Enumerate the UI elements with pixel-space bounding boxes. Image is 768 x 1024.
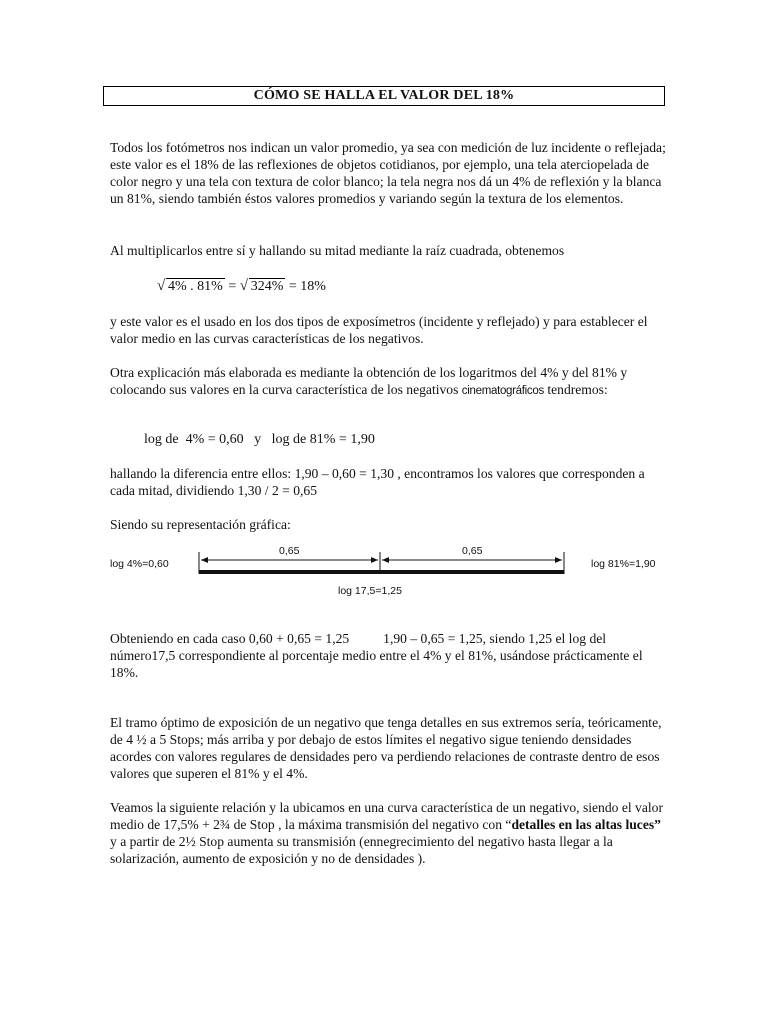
paragraph-exposimeter <box>110 313 670 347</box>
paragraph-relation <box>110 799 670 867</box>
page-title: CÓMO SE HALLA EL VALOR DEL 18% <box>103 86 665 106</box>
radicand-1: 4% . 81% <box>168 279 223 294</box>
sqrt-term-1: √ 4% . 81% <box>157 278 223 294</box>
logarithms-text-end: tendremos: <box>543 382 608 397</box>
paragraph-graphic: Siendo su representación gráfica: <box>110 517 291 532</box>
relation-text-a: Veamos la siguiente relación y la ubicamos en una curva característica de un negativo, siendo el valor medio de 17,5% + 2¾ de Stop , la máxima transmisión del negativo con “ <box>110 800 663 832</box>
log-scale-diagram <box>0 540 768 605</box>
equals-2: = 18% <box>285 279 326 294</box>
diagram-mid-label: log 17,5=1,25 <box>338 585 402 597</box>
diagram-right-label: log 81%=1,90 <box>591 558 656 570</box>
radicand-2: 324% <box>250 279 284 294</box>
diagram-left-arrowhead-a <box>201 557 208 563</box>
paragraph-exposimeter-text: y este valor es el usado en los dos tipos de exposímetros (incidente y reflejado) y para establecer el valor medio en las curvas características de los negativos. <box>110 314 648 346</box>
diagram-segment-left-label: 0,65 <box>279 545 300 557</box>
logarithms-text: Otra explicación más elaborada es mediante la obtención de los logaritmos del 4% y del 81% y colocando sus valores en la curva característica de los negativos <box>110 365 628 397</box>
diagram-segment-right-label: 0,65 <box>462 545 483 557</box>
diagram-right-arrowhead-a <box>382 557 389 563</box>
relation-text-b: y a partir de 2½ Stop aumenta su transmisión (ennegrecimiento del negativo hasta llegar a la solarización, aumento de exposición y no de densidades ). <box>110 834 613 866</box>
log-formula: log de 4% = 0,60 y log de 81% = 1,90 <box>144 432 375 447</box>
paragraph-result: Obteniendo en cada caso 0,60 + 0,65 = 1,25 1,90 – 0,65 = 1,25, siendo 1,25 el log del número17,5 correspondiente al porcentaje medio entre el 4% y el 81%, usándose prácticamente el 18%. <box>110 631 646 680</box>
paragraph-intro: Todos los fotómetros nos indican un valor promedio, ya sea con medición de luz incidente o reflejada; este valor es el 18% de las reflexiones de objetos cotidianos, por ejemplo, una tela aterciopelada de color negro y una tela con textura de color blanco; la tela negra nos dá un 4% de reflexión y la blanca un 81%, siendo también éstos valores promedios y variando según la textura de los elementos. <box>110 140 666 206</box>
equals-1: = <box>224 279 240 294</box>
sqrt-formula <box>157 278 326 296</box>
diagram-left-label: log 4%=0,60 <box>110 558 169 570</box>
diagram-right-arrowhead-b <box>555 557 562 563</box>
paragraph-logarithms <box>110 364 670 400</box>
paragraph-multiply: Al multiplicarlos entre sí y hallando su mitad mediante la raíz cuadrada, obtenemos <box>110 243 565 258</box>
sqrt-term-2: √ 324% <box>239 278 284 294</box>
logarithms-small-word: cinematográficos <box>461 385 544 397</box>
paragraph-exposure-range: El tramo óptimo de exposición de un negativo que tenga detalles en sus extremos sería, teóricamente, de 4 ½ a 5 Stops; más arriba y por debajo de estos límites el negativo sigue teniendo densidades acordes con valores regulares de densidades pero va perdiendo relaciones de contraste dentro de esos valores que superen el 81% y el 4%. <box>110 715 662 781</box>
paragraph-difference: hallando la diferencia entre ellos: 1,90 – 0,60 = 1,30 , encontramos los valores que corresponden a cada mitad, dividiendo 1,30 / 2 = 0,65 <box>110 466 645 498</box>
relation-bold-text: detalles en las altas luces” <box>511 817 661 832</box>
diagram-left-arrowhead-b <box>371 557 378 563</box>
